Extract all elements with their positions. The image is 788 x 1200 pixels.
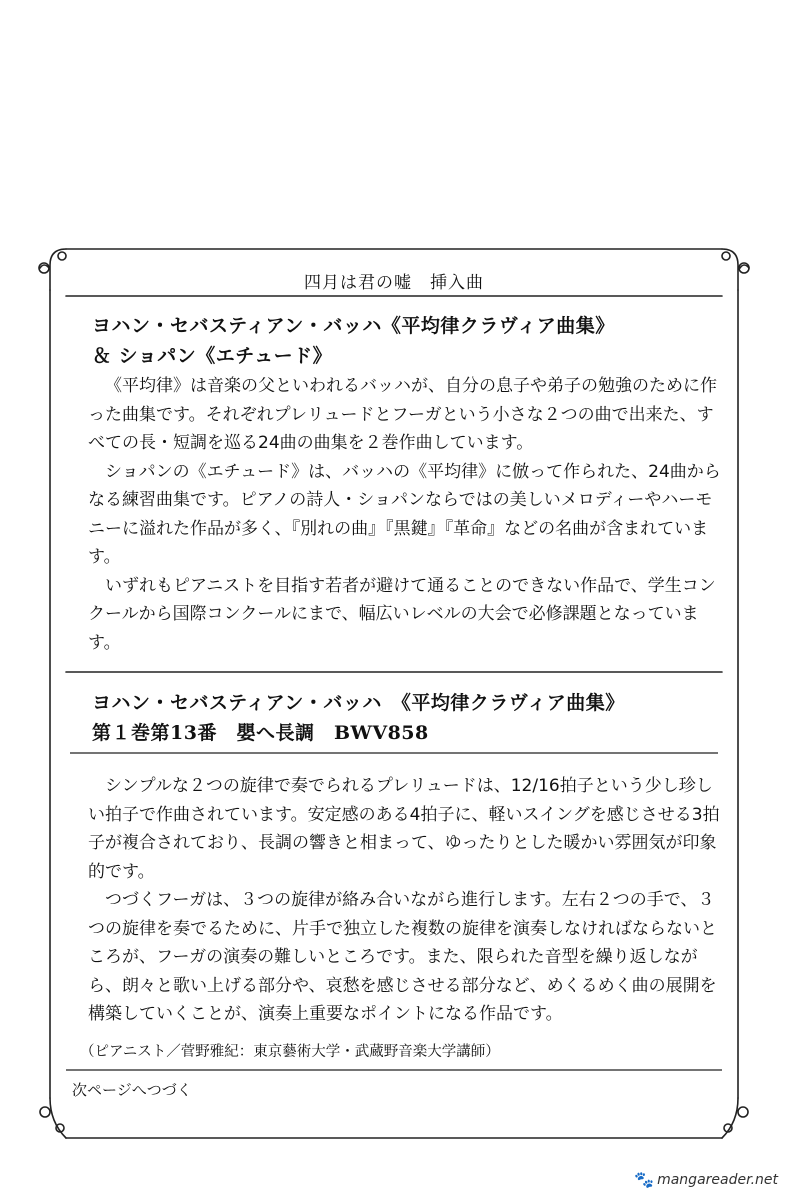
paragraph: いずれもピアニストを目指す若者が避けて通ることのできない作品で、学生コンクールから国際コンクールにまで、幅広いレベルの大会で必修課題となっています。	[88, 575, 716, 653]
paw-icon: 🐾	[634, 1170, 655, 1189]
paragraph: つづくフーガは、３つの旋律が絡み合いながら進行します。左右２つの手で、３つの旋律を奏でるために、片手で独立した複数の旋律を演奏しなければならないところが、フーガの演奏の難しいところです。また、限られた音型を繰り返しながら、朗々と歌い上げる部分や、哀愁を感じさせる部分など、めくるめく曲の展開を構築していくことが、演奏上重要なポイントになる作品です。	[88, 890, 717, 1024]
author-credit: （ピアニスト／菅野雅紀：東京藝術大学・武蔵野音楽大学講師）	[80, 1044, 500, 1060]
page-title: 四月は君の嘘 挿入曲	[304, 273, 484, 293]
section1-body	[88, 372, 724, 657]
paragraph: ショパンの《エチュード》は、バッハの《平均律》に倣って作られた、24曲からなる練習曲集です。ピアノの詩人・ショパンならではの美しいメロディーやハーモニーに溢れた作品が多く、『別れの曲』『黒鍵』『革命』などの名曲が含まれています。	[88, 461, 721, 567]
paragraph: シンプルな２つの旋律で奏でられるプレリュードは、12/16拍子という少し珍しい拍子で作曲されています。安定感のある4拍子に、軽いスイングを感じさせる3拍子が複合されており、長調の響きと相まって、ゆったりとした暖かい雰囲気が印象的です。	[88, 776, 720, 882]
watermark-text: mangareader.net	[657, 1171, 778, 1188]
section2-heading-line: ヨハン・セバスティアン・バッハ 《平均律クラヴィア曲集》	[92, 692, 625, 714]
section2-body	[88, 772, 724, 1029]
section2-heading	[92, 688, 732, 748]
section1-heading	[92, 311, 732, 371]
section2-heading-line: 第１巻第13番 嬰へ長調 BWV858	[92, 722, 429, 744]
continued-note: 次ページへつづく	[72, 1081, 192, 1099]
section1-heading-line: ＆ ショパン《エチュード》	[92, 345, 333, 367]
section1-heading-line: ヨハン・セバスティアン・バッハ《平均律クラヴィア曲集》	[92, 315, 615, 337]
watermark	[634, 1170, 778, 1189]
paragraph: 《平均律》は音楽の父といわれるバッハが、自分の息子や弟子の勉強のために作った曲集です。それぞれプレリュードとフーガという小さな２つの曲で出来た、すべての長・短調を巡る24曲の曲集を２巻作曲しています。	[88, 376, 717, 453]
